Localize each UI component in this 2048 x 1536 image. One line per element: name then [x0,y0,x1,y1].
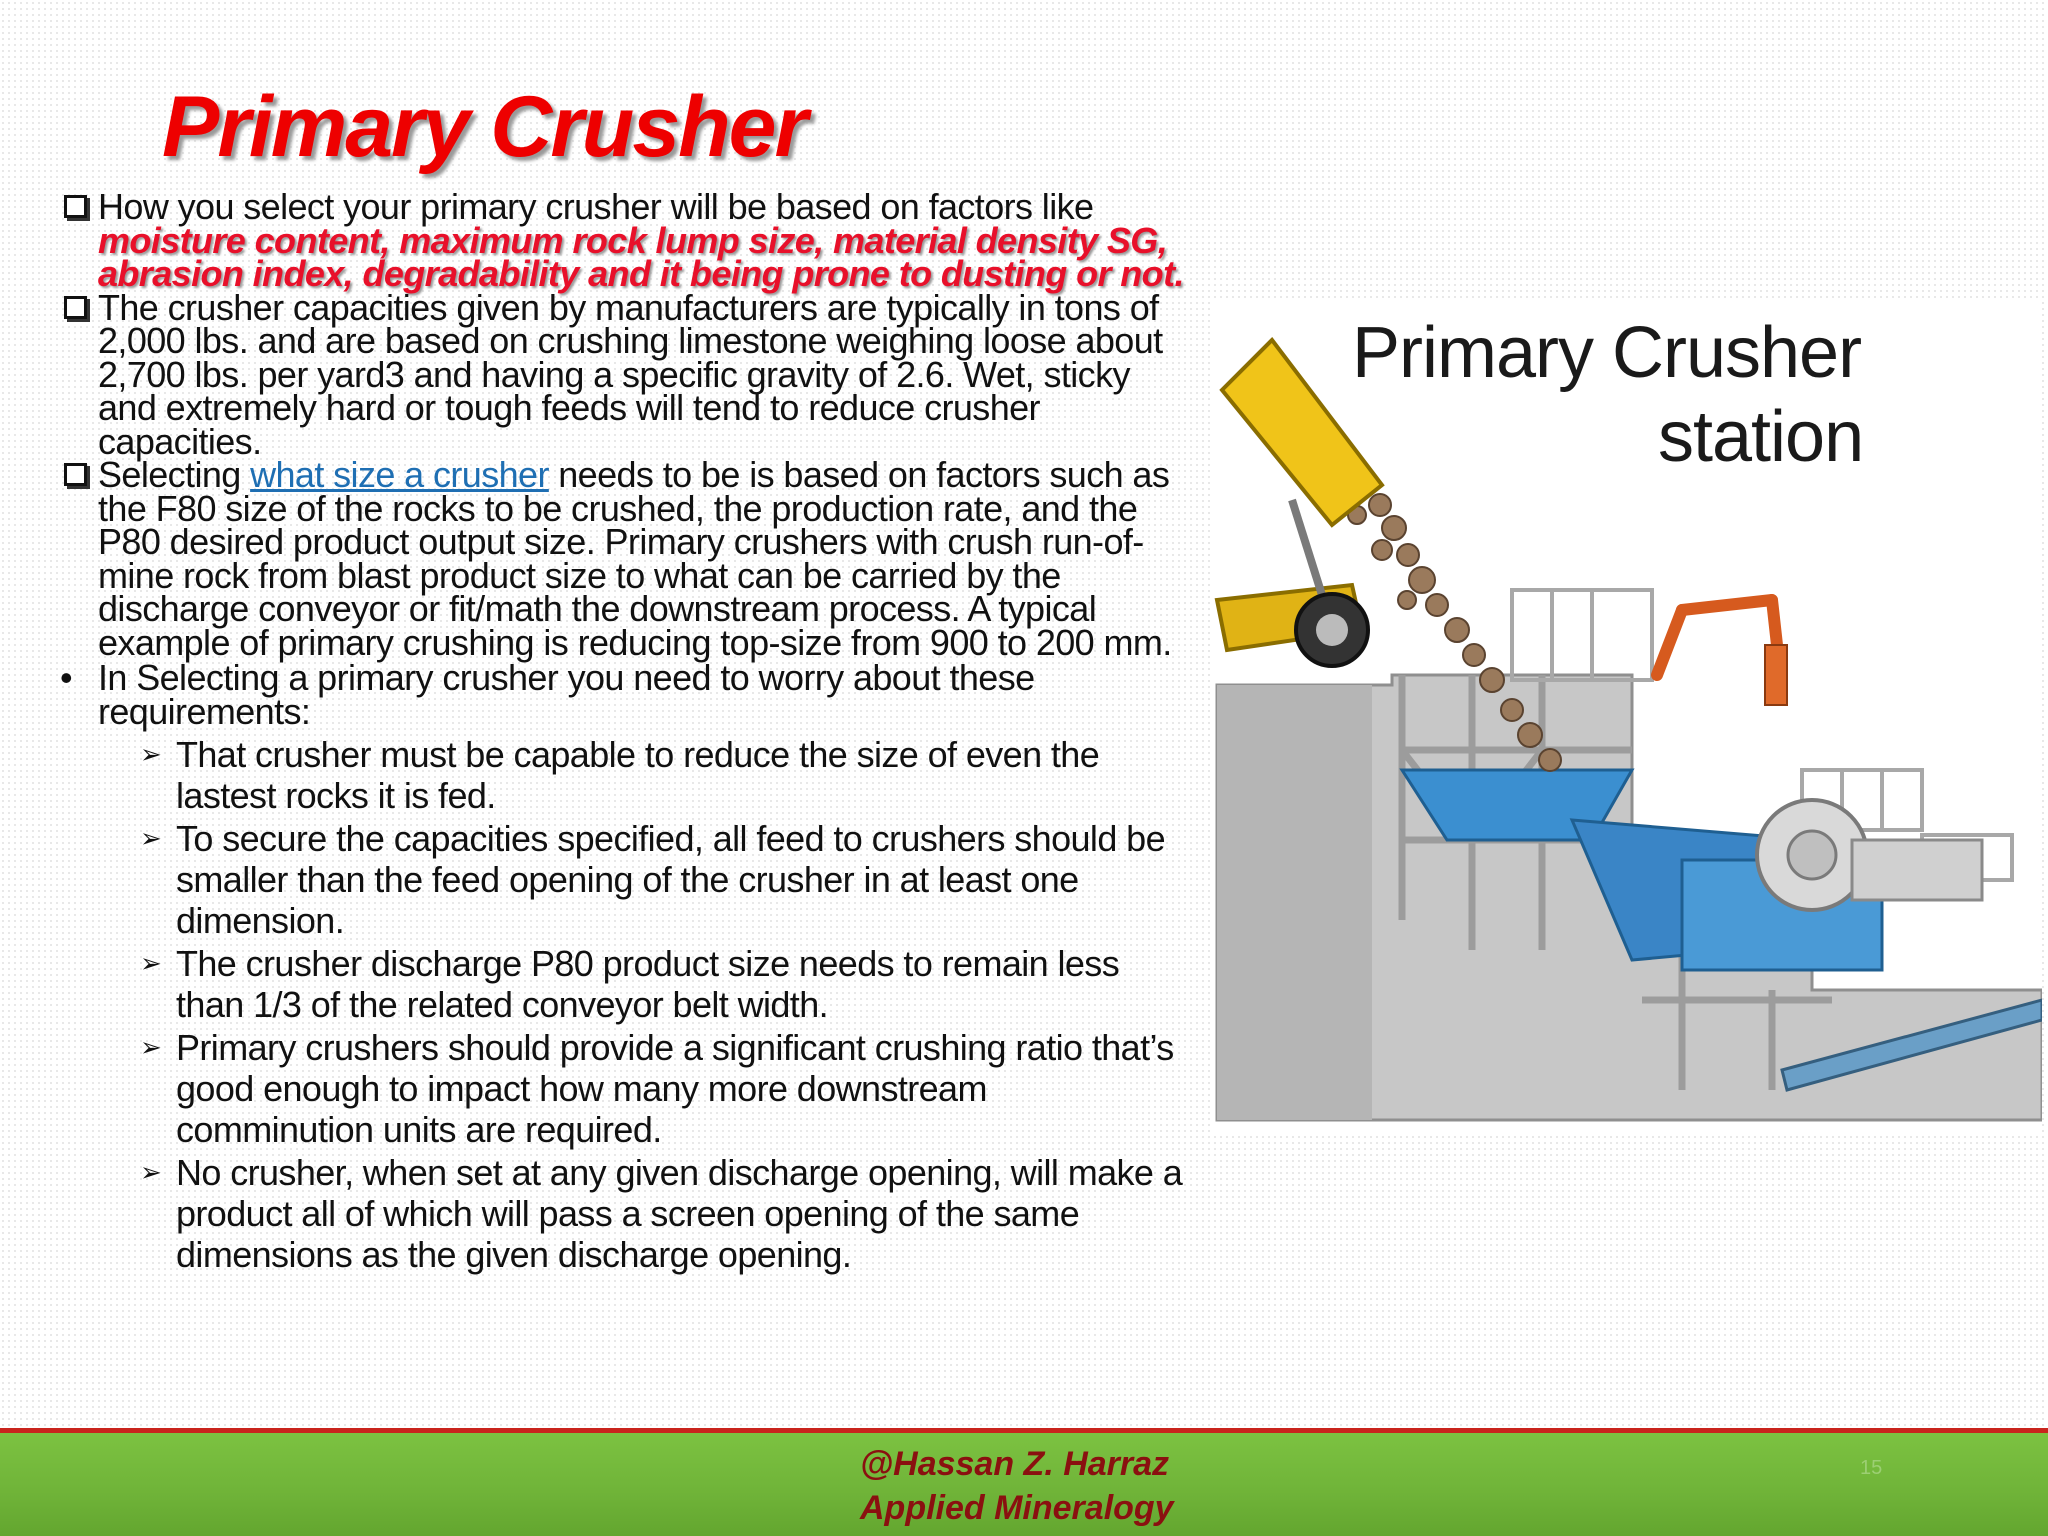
arrowhead-icon: ➢ [140,948,162,978]
crusher-size-link[interactable]: what size a crusher [250,454,549,495]
footer-author: @Hassan Z. Harraz [860,1445,1170,1483]
hollow-square-icon [64,463,87,486]
bullet-dot: • [60,657,73,698]
hollow-square-icon [64,296,87,319]
figure-title-line1: Primary Crusher [1352,313,1862,393]
crusher-station-drawing [1212,300,2042,1135]
slide-body [58,186,1190,1277]
bullet-requirements-intro [58,657,1190,732]
bullet-text: needs to be is based on factors such as the F80 size of the rocks to be crushed, the production rate, and the P80 desired product output size. Primary crushers with crush run-of-mine rock from blast product size to what can be carried by the discharge conveyor or fit/math the downstream process. A typical example of primary crushing is reducing top-size from 900 to 200 mm. [98,454,1172,663]
requirement-item [58,734,1190,816]
requirement-text: To secure the capacities specified, all feed to crushers should be smaller than the feed opening of the crusher in at least one dimension. [176,818,1165,941]
requirement-text: That crusher must be capable to reduce the size of even the lastest rocks it is fed. [176,734,1100,816]
bullet-crusher-size [58,454,1190,663]
page-number: 15 [1860,1457,1883,1479]
requirement-item [58,943,1190,1025]
emphasis-text: moisture content, maximum rock lump size, material density SG, abrasion index, degradability and it being prone to dusting or not. [98,219,1184,294]
requirements-list [58,734,1190,1275]
hollow-square-icon [64,195,87,218]
footer-bar [0,1433,2048,1536]
bullet-crusher-capacities [58,286,1190,462]
crusher-station-illustration [1212,300,2042,1135]
requirement-text: The crusher discharge P80 product size needs to remain less than 1/3 of the related conveyor belt width. [176,943,1120,1025]
arrowhead-icon: ➢ [140,1032,162,1062]
bullet-text: In Selecting a primary crusher you need to worry about these requirements: [98,657,1035,732]
arrowhead-icon: ➢ [140,739,162,769]
requirement-item [58,1152,1190,1275]
arrowhead-icon: ➢ [140,1157,162,1187]
bullet-text: The crusher capacities given by manufacturers are typically in tons of 2,000 lbs. and are based on crushing limestone weighing loose about 2,700 lbs. per yard3 and having a specific gravity of 2.6. Wet, sticky and extremely hard or tough feeds will tend to reduce crusher capacities. [98,286,1163,462]
figure-title-line2: station [1658,397,1864,477]
bullet-text: How you select your primary crusher will be based on factors like [98,186,1094,227]
slide-title: Primary Crusher [162,79,806,175]
bullet-selection-factors [58,186,1190,294]
requirement-text: Primary crushers should provide a significant crushing ratio that’s good enough to impact how many more downstream comminution units are required. [176,1027,1174,1150]
requirement-item [58,1027,1190,1150]
requirement-item [58,818,1190,941]
bullet-text: Selecting [98,454,251,495]
footer-course: Applied Mineralogy [860,1489,1174,1527]
requirement-text: No crusher, when set at any given discharge opening, will make a product all of which will pass a screen opening of the same dimensions as the given discharge opening. [176,1152,1183,1275]
arrowhead-icon: ➢ [140,823,162,853]
